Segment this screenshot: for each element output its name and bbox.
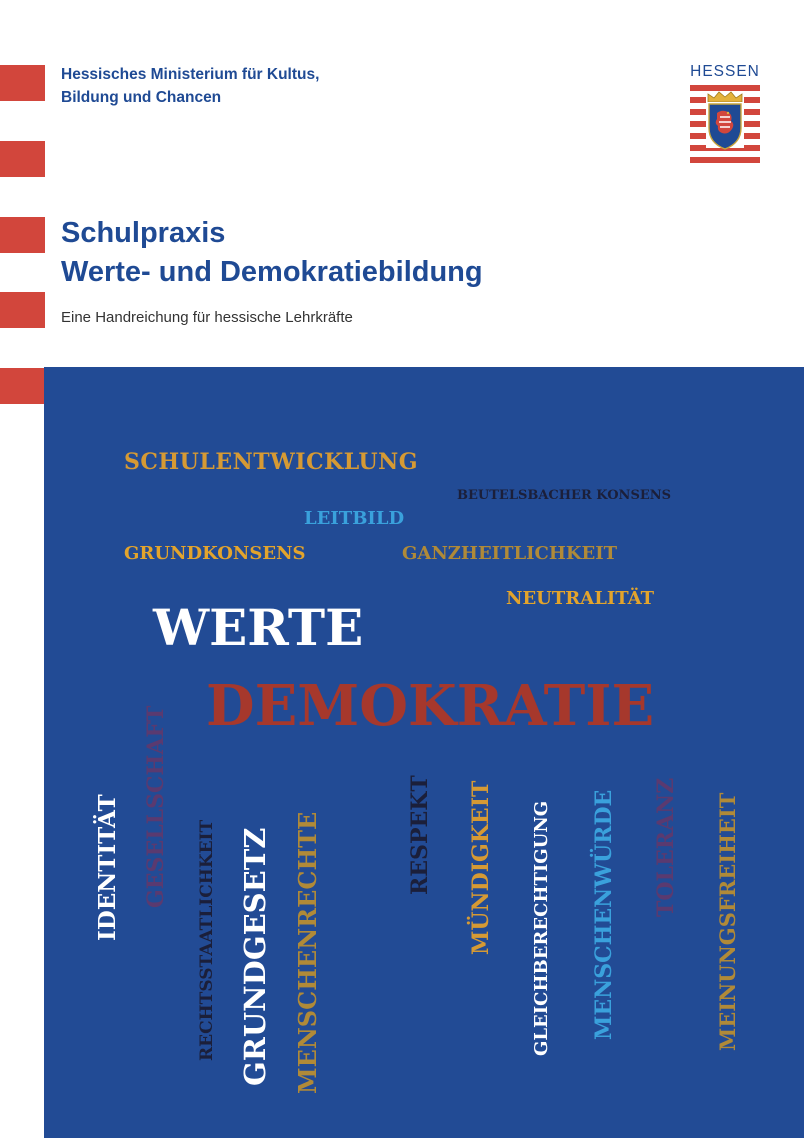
word-toleranz: TOLERANZ xyxy=(653,777,679,917)
word-rechtsstaatlichkeit: RECHTSSTAATLICHKEIT xyxy=(197,819,217,1061)
word-leitbild: LEITBILD xyxy=(304,508,405,529)
decor-square-5 xyxy=(0,368,45,404)
word-muendigkeit: MÜNDIGKEIT xyxy=(468,780,494,955)
hessen-logo xyxy=(684,63,766,163)
word-menschenrechte: MENSCHENRECHTE xyxy=(293,811,322,1094)
word-menschenwuerde: MENSCHENWÜRDE xyxy=(591,789,617,1040)
word-neutralitaet: NEUTRALITÄT xyxy=(506,588,655,609)
logo-text: HESSEN xyxy=(690,63,760,80)
word-ganzheitlichkeit: GANZHEITLICHKEIT xyxy=(402,543,618,564)
document-title xyxy=(61,214,483,292)
word-demokratie: DEMOKRATIE xyxy=(206,673,655,739)
ministry-line-2: Bildung und Chancen xyxy=(61,89,222,106)
decor-square-3 xyxy=(0,217,45,253)
document-subtitle: Eine Handreichung für hessische Lehrkräfte xyxy=(61,309,353,326)
word-identitaet: IDENTITÄT xyxy=(94,794,121,941)
word-beutelsbacher-konsens: BEUTELSBACHER KONSENS xyxy=(457,488,672,503)
word-meinungsfreiheit: MEINUNGSFREIHEIT xyxy=(715,792,740,1051)
word-gesellschaft: GESELLSCHAFT xyxy=(143,705,169,908)
word-respekt: RESPEKT xyxy=(407,775,433,895)
title-line-1: Schulpraxis xyxy=(61,217,226,249)
decor-square-4 xyxy=(0,292,45,328)
word-cloud-panel xyxy=(44,367,804,1138)
word-grundkonsens: GRUNDKONSENS xyxy=(124,543,306,564)
word-werte: WERTE xyxy=(153,598,364,657)
ministry-line-1: Hessisches Ministerium für Kultus, xyxy=(61,66,320,83)
hessen-coat-of-arms-icon xyxy=(684,83,766,163)
ministry-name xyxy=(61,63,319,109)
title-line-2: Werte- und Demokratiebildung xyxy=(61,256,483,288)
decor-square-1 xyxy=(0,65,45,101)
word-schulentwicklung: SCHULENTWICKLUNG xyxy=(124,449,419,475)
decor-square-2 xyxy=(0,141,45,177)
word-grundgesetz: GRUNDGESETZ xyxy=(238,827,272,1086)
word-gleichberechtigung: GLEICHBERECHTIGUNG xyxy=(531,800,552,1056)
